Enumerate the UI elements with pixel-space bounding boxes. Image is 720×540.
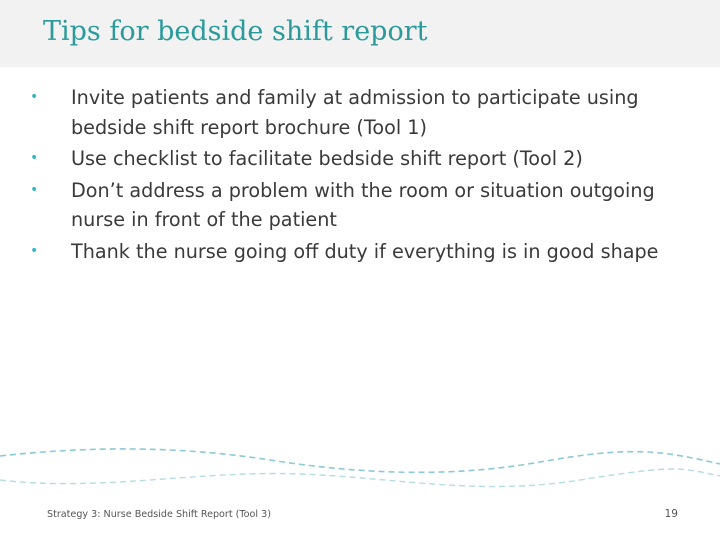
footer-text: Strategy 3: Nurse Bedside Shift Report (Tool 3)	[47, 509, 271, 520]
bullet-text: Don’t address a problem with the room or situation outgoing nurse in front of the patient	[71, 178, 655, 231]
bullet-dot-icon: •	[30, 150, 39, 166]
bullet-text: Invite patients and family at admission to participate using bedside shift report brochure (Tool 1)	[71, 86, 639, 139]
wave-line-lower	[0, 469, 720, 487]
slide-title: Tips for bedside shift report	[43, 16, 428, 47]
bullet-item	[30, 144, 690, 174]
bullet-item	[30, 83, 690, 142]
bullet-dot-icon: •	[30, 89, 39, 105]
bullet-text: Use checklist to facilitate bedside shift report (Tool 2)	[71, 147, 583, 170]
bullet-text: Thank the nurse going off duty if everything is in good shape	[71, 239, 659, 263]
bullet-list	[30, 83, 690, 268]
title-band	[0, 0, 720, 67]
bullet-item	[30, 176, 690, 235]
wave-line-upper	[0, 449, 720, 472]
page-number: 19	[664, 508, 678, 520]
decorative-wave-lines	[0, 440, 720, 504]
bullet-item	[30, 237, 690, 267]
bullet-dot-icon: •	[30, 181, 39, 198]
bullet-dot-icon: •	[30, 242, 39, 259]
